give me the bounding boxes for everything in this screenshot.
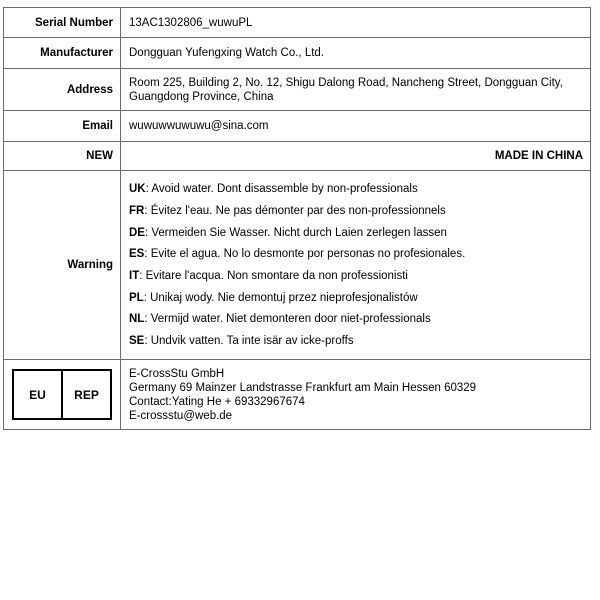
warning-item-es bbox=[129, 244, 582, 266]
serial-label: Serial Number bbox=[4, 8, 121, 38]
warning-text: : Évitez l'eau. Ne pas démonter par des non-professionnels bbox=[144, 204, 446, 217]
eu-rep-badge-cell bbox=[4, 360, 121, 430]
warning-item-uk bbox=[129, 179, 582, 201]
warning-list bbox=[129, 177, 582, 353]
eu-rep-row bbox=[4, 360, 591, 430]
eu-rep-address: Germany 69 Mainzer Landstrasse Frankfurt am Main Hessen 60329 bbox=[129, 381, 477, 394]
warning-item-se bbox=[129, 331, 582, 353]
email-value: wuwuwwuwuwu@sina.com bbox=[121, 111, 591, 142]
new-label: NEW bbox=[4, 142, 121, 171]
email-label: Email bbox=[4, 111, 121, 142]
warning-code: FR bbox=[129, 204, 145, 217]
warning-code: PL bbox=[129, 291, 144, 304]
warning-code: SE bbox=[129, 335, 145, 348]
warning-text: : Evitare l'acqua. Non smontare da non professionisti bbox=[139, 270, 408, 282]
warning-item-de bbox=[129, 223, 582, 245]
warning-code: NL bbox=[129, 313, 145, 326]
warning-text: : Vermijd water. Niet demonteren door niet-professionals bbox=[144, 313, 431, 326]
warning-item-fr bbox=[129, 201, 582, 223]
warning-code: ES bbox=[129, 248, 145, 261]
warning-code: DE bbox=[129, 226, 145, 239]
eu-rep-company: E-CrossStu GmbH bbox=[129, 367, 225, 380]
warning-label: Warning bbox=[4, 171, 121, 360]
warning-list-cell bbox=[121, 171, 591, 360]
warning-text: : Unikaj wody. Nie demontuj przez nieprofesjonalistów bbox=[143, 291, 418, 304]
manufacturer-row bbox=[4, 38, 591, 69]
warning-text: : Avoid water. Dont disassemble by non-professionals bbox=[145, 183, 418, 196]
warning-item-nl bbox=[129, 309, 582, 331]
warning-text: : Vermeiden Sie Wasser. Nicht durch Laien zerlegen lassen bbox=[144, 226, 447, 239]
serial-value: 13AC1302806_wuwuPL bbox=[121, 8, 591, 38]
warning-row bbox=[4, 171, 591, 360]
warning-text: : Undvik vatten. Ta inte isär av icke-proffs bbox=[144, 335, 354, 348]
product-label bbox=[3, 7, 591, 430]
eu-rep-badge bbox=[12, 369, 112, 420]
eu-rep-details bbox=[121, 360, 591, 430]
address-row bbox=[4, 69, 591, 111]
made-in-china: MADE IN CHINA bbox=[121, 142, 591, 171]
warning-code: IT bbox=[129, 270, 140, 282]
manufacturer-value: Dongguan Yufengxing Watch Co., Ltd. bbox=[121, 38, 591, 69]
new-row bbox=[4, 142, 591, 171]
label-table bbox=[3, 7, 591, 430]
eu-rep-contact: Contact:Yating He + 69332967674 bbox=[129, 395, 305, 408]
warning-text: : Evite el agua. No lo desmonte por personas no profesionales. bbox=[144, 248, 466, 261]
address-label: Address bbox=[4, 69, 121, 111]
eu-rep-email: E-crossstu@web.de bbox=[129, 409, 233, 422]
rep-badge-part: REP bbox=[74, 387, 99, 402]
warning-code: UK bbox=[129, 183, 146, 196]
manufacturer-label: Manufacturer bbox=[4, 38, 121, 69]
address-value: Room 225, Building 2, No. 12, Shigu Dalong Road, Nancheng Street, Dongguan City, Guangdong Province, China bbox=[121, 69, 591, 111]
warning-item-pl bbox=[129, 288, 582, 310]
eu-badge-part: EU bbox=[14, 371, 63, 418]
email-row bbox=[4, 111, 591, 142]
warning-item-it bbox=[129, 266, 582, 288]
serial-row bbox=[4, 8, 591, 38]
eu-rep-lines bbox=[129, 367, 582, 423]
